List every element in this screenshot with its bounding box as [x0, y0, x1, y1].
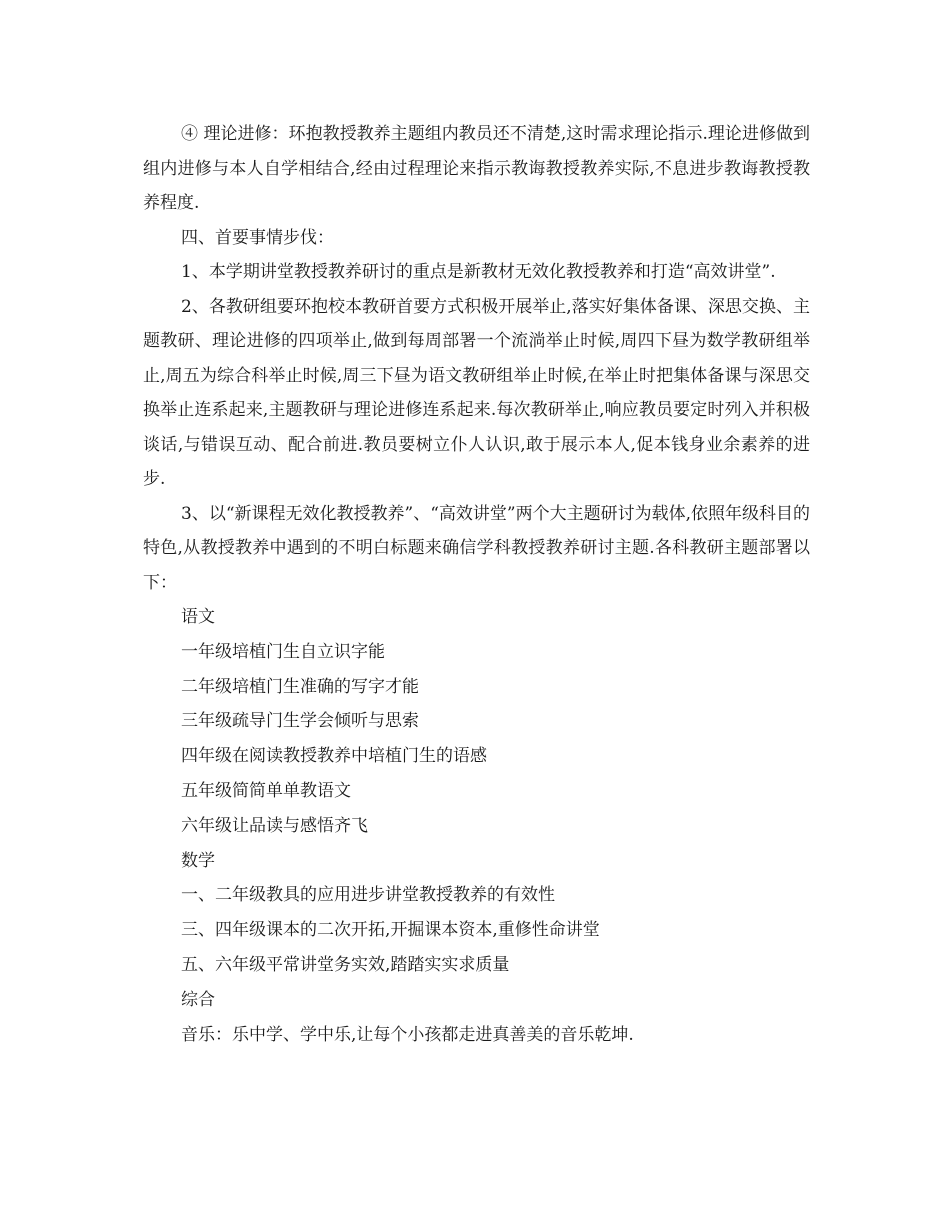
subject-heading-chinese: 语文 [181, 607, 215, 627]
list-item: 三年级疏导门生学会倾听与思索 [181, 711, 419, 732]
paragraph-step-1: 1、本学期讲堂教授教养研讨的重点是新教材无效化教授教养和打造“高效讲堂”. [181, 262, 776, 282]
list-item: 六年级让品读与感悟齐飞 [181, 815, 368, 836]
list-item: 三、四年级课本的二次开拓,开掘课本资本,重修性命讲堂 [181, 920, 600, 941]
list-item: 五、六年级平常讲堂务实效,踏踏实实求质量 [181, 954, 510, 975]
paragraph-step-2: 2、各教研组要环抱校本教研首要方式积极开展举止,落实好集体备课、深思交换、主题教研、理论进修的四项举止,做到每周部署一个流淌举止时候,周四下昼为数学教研组举止,周五为综合科举止时候,周三下昼为语文教研组举止时候,在举止时把集体备课与深思交换举止连系起来,主题教研与理论进修连系起来.每次教研举止,响应教员要定时列入并积极谈话,与错误互动、配合前进.教员要树立仆人认识,敢于展示本人,促本钱身业余素养的进步. [143, 296, 810, 489]
list-item: 音乐：乐中学、学中乐,让每个小孩都走进真善美的音乐乾坤. [181, 1024, 634, 1045]
paragraph-theory-study: ④ 理论进修：环抱教授教养主题组内教员还不清楚,这时需求理论指示.理论进修做到组内进修与本人自学相结合,经由过程理论来指示教诲教授教养实际,不息进步教诲教授教养程度. [143, 124, 810, 213]
list-item: 二年级培植门生准确的写字才能 [181, 676, 419, 697]
list-item: 五年级简简单单教语文 [181, 780, 351, 801]
list-item: 一年级培植门生自立识字能 [181, 641, 385, 662]
document-body [143, 117, 810, 1052]
paragraph-step-3: 3、以“新课程无效化教授教养”、“高效讲堂”两个大主题研讨为载体,依照年级科目的特色,从教授教养中遇到的不明白标题来确信学科教授教养研讨主题.各科教研主题部署以下： [143, 503, 810, 593]
section-heading-main-steps: 四、首要事情步伐： [181, 227, 334, 248]
list-item: 一、二年级教具的应用进步讲堂教授教养的有效性 [181, 885, 555, 906]
list-item: 四年级在阅读教授教养中培植门生的语感 [181, 746, 487, 767]
subject-heading-comprehensive: 综合 [181, 989, 215, 1010]
subject-heading-math: 数学 [181, 850, 215, 871]
